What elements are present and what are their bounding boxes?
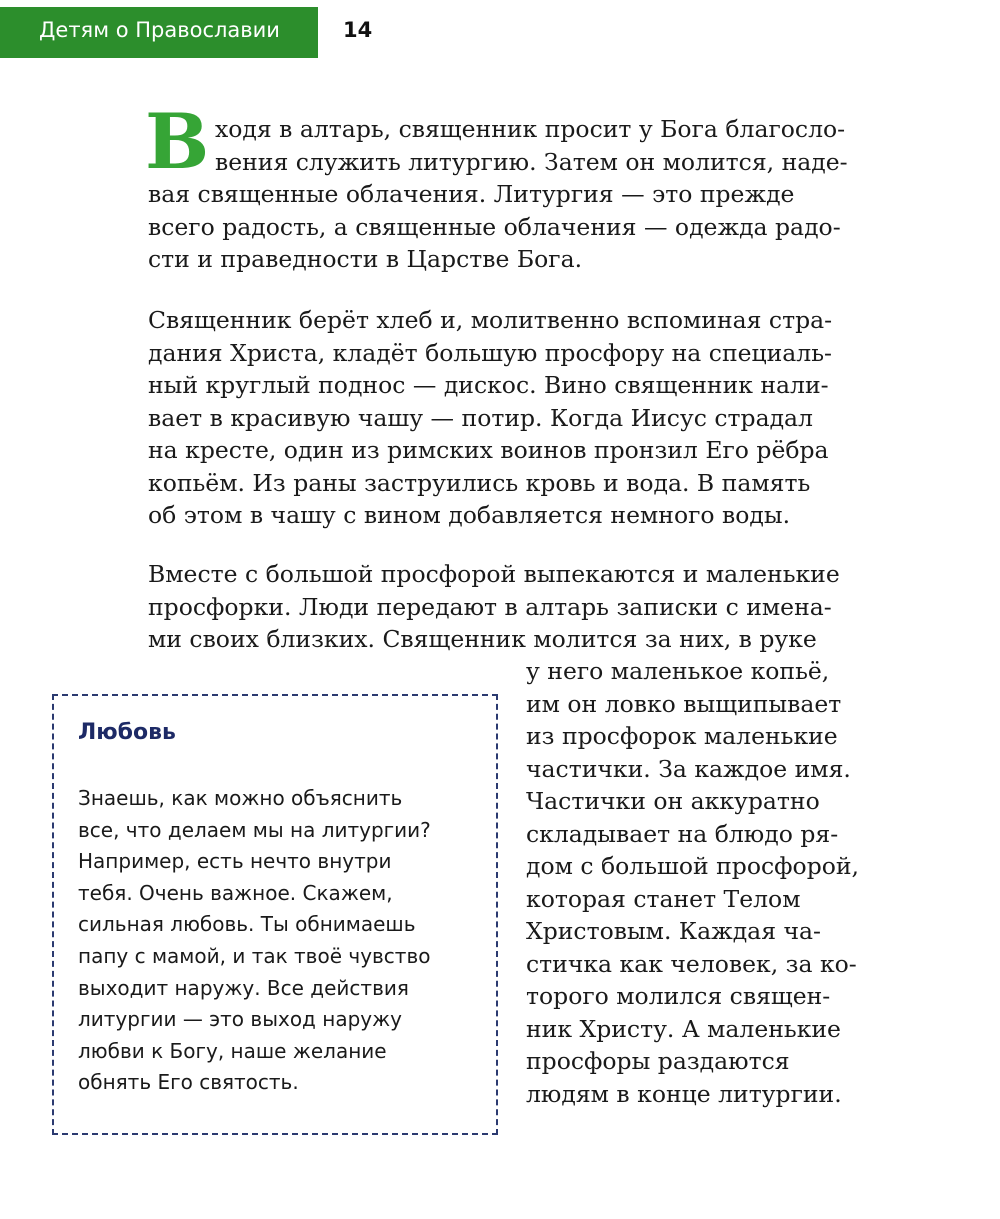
text-line: Частички он аккуратно <box>526 787 820 815</box>
paragraph-3-continuation <box>526 655 926 1110</box>
sidebar-line: Знаешь, как можно объяснить <box>78 786 403 810</box>
sidebar-line: все, что делаем мы на литургии? <box>78 817 431 842</box>
text-line: из просфорок маленькие <box>526 722 838 750</box>
sidebar-line: литургии — это выход наружу <box>78 1007 402 1032</box>
text-line: ходя в алтарь, священник просит у Бога благосло- <box>215 115 846 143</box>
text-line: у него маленькое копьё, <box>526 657 830 685</box>
sidebar-title: Любовь <box>78 720 176 745</box>
text-line: дания Христа, кладёт большую просфору на специаль- <box>148 338 832 367</box>
sidebar-line: папу с мамой, и так твоё чувство <box>78 943 431 968</box>
sidebar-text <box>78 783 488 1099</box>
text-line: им он ловко выщипывает <box>526 689 842 718</box>
text-line: просфорки. Люди передают в алтарь записки с имена- <box>148 592 832 621</box>
text-line: вения служить литургию. Затем он молится, наде- <box>215 147 848 176</box>
paragraph-1 <box>148 113 908 276</box>
page-number: 14 <box>343 18 373 42</box>
text-line: всего радость, а священные облачения — одежда радо- <box>148 212 841 241</box>
sidebar-line: выходит наружу. Все действия <box>78 975 409 1000</box>
text-line: торого молился священ- <box>526 982 831 1010</box>
text-line: стичка как человек, за ко- <box>526 949 857 978</box>
sidebar-line: любви к Богу, наше желание <box>78 1038 387 1063</box>
text-line: ный круглый поднос — дискос. Вино священник нали- <box>148 371 829 399</box>
text-line: ми своих близких. Священник молится за них, в руке <box>148 625 817 653</box>
text-line: Священник берёт хлеб и, молитвенно вспоминая стра- <box>148 306 833 334</box>
sidebar-line: обнять Его святость. <box>78 1070 299 1095</box>
text-line: Христовым. Каждая ча- <box>526 917 821 945</box>
text-line: которая станет Телом <box>526 884 801 913</box>
text-line: складывает на блюдо ря- <box>526 819 839 848</box>
sidebar-line: Например, есть нечто внутри <box>78 849 392 874</box>
text-line: людям в конце литургии. <box>526 1079 842 1108</box>
text-line: дом с большой просфорой, <box>526 852 860 880</box>
series-title: Детям о Православии <box>39 18 280 42</box>
text-line: вая священные облачения. Литургия — это прежде <box>148 180 795 208</box>
text-line: об этом в чашу с вином добавляется немного воды. <box>148 501 791 529</box>
paragraph-3 <box>148 558 908 656</box>
paragraph-2 <box>148 304 908 532</box>
text-line: вает в красивую чашу — потир. Когда Иисус страдал <box>148 403 813 432</box>
drop-cap-letter: В <box>145 97 210 186</box>
sidebar-line: тебя. Очень важное. Скажем, <box>78 880 393 905</box>
text-line: ник Христу. А маленькие <box>526 1014 841 1043</box>
text-line: на кресте, один из римских воинов пронзил Его рёбра <box>148 436 829 464</box>
text-line: копьём. Из раны заструились кровь и вода. В память <box>148 468 811 497</box>
text-line: просфоры раздаются <box>526 1047 790 1075</box>
text-line: Вместе с большой просфорой выпекаются и маленькие <box>148 560 840 588</box>
sidebar-line: сильная любовь. Ты обнимаешь <box>78 912 416 937</box>
text-line: сти и праведности в Царстве Бога. <box>148 245 583 273</box>
text-line: частички. За каждое имя. <box>526 754 851 783</box>
